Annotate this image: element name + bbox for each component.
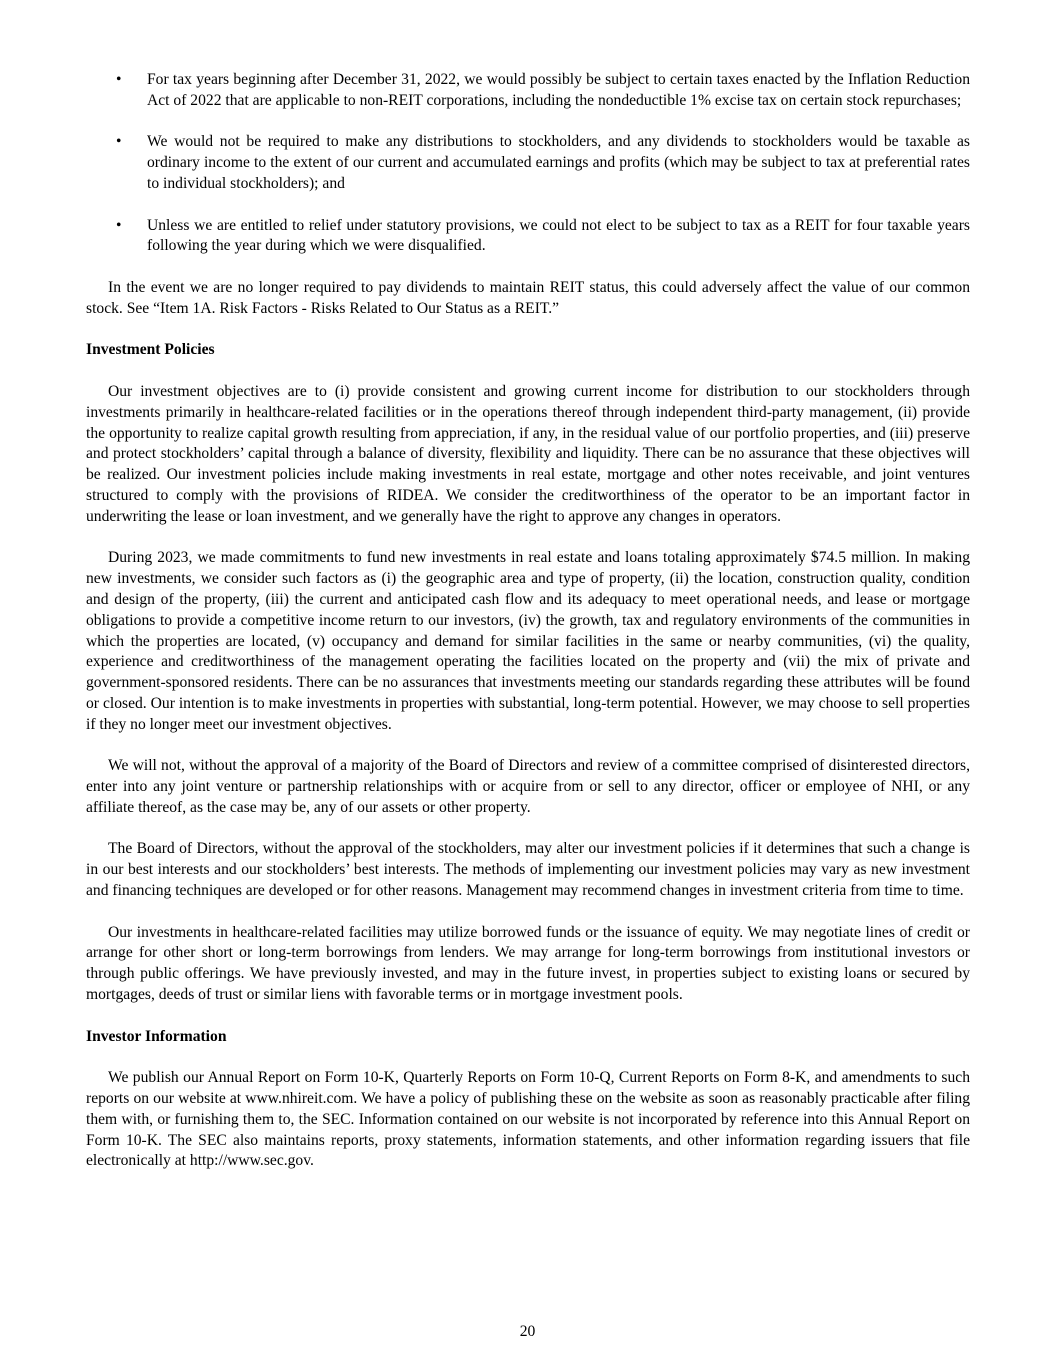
page-number: 20 [519, 1323, 536, 1340]
bullet-text: We would not be required to make any distributions to stockholders, and any dividends to stockholders would be taxable as ordinary income to the extent of our current and accumulated earnings and profits (which may be subject to tax at preferential rates to individual stockholders); and [147, 133, 970, 192]
bullet-text: For tax years beginning after December 31, 2022, we would possibly be subject to certain taxes enacted by the Inflation Reduction Act of 2022 that are applicable to non-REIT corporations, including the nondeductible 1% excise tax on certain stock repurchases; [147, 71, 970, 109]
section-heading-investor-information: Investor Information [86, 1027, 227, 1045]
paragraph: We publish our Annual Report on Form 10-K, Quarterly Reports on Form 10-Q, Current Reports on Form 8-K, and amendments to such reports on our website at www.nhireit.com. We have a policy of publishing these on the website as soon as reasonably practicable after filing them with, or furnishing them to, the SEC. Information contained on our website is not incorporated by reference into this Annual Report on Form 10-K. The SEC also maintains reports, proxy statements, information statements, and other information regarding issuers that file electronically at http://www.sec.gov. [86, 1069, 970, 1170]
bullet-item [86, 216, 970, 258]
bullet-item [86, 70, 970, 112]
section-heading-investment-policies: Investment Policies [86, 341, 215, 359]
paragraph: During 2023, we made commitments to fund new investments in real estate and loans totaling approximately $74.5 million. In making new investments, we consider such factors as (i) the geographic area and type of property, (ii) the location, construction quality, condition and design of the property, (iii) the current and anticipated cash flow and its adequacy to meet operational needs, and lease or mortgage obligations to provide a competitive income return to our investors, (iv) the growth, tax and regulatory environments of the communities in which the properties are located, (v) occupancy and demand for similar facilities in the same or nearby communities, (vi) the quality, experience and creditworthiness of the management operating the facilities located on the property and (vii) the mix of private and government-sponsored residents. There can be no assurances that investments meeting our standards regarding these attributes will be found or closed. Our intention is to make investments in properties with substantial, long-term potential. However, we may choose to sell properties if they no longer meet our investment objectives. [86, 549, 970, 733]
paragraph: Our investments in healthcare-related facilities may utilize borrowed funds or the issuance of equity. We may negotiate lines of credit or arrange for other short or long-term borrowings from lenders. We may arrange for long-term borrowings from institutional investors or through public offerings. We have previously invested, and may in the future invest, in properties subject to existing loans or secured by mortgages, deeds of trust or similar liens with favorable terms or in mortgage investment pools. [86, 923, 970, 1004]
document-page [86, 70, 970, 1193]
paragraph: The Board of Directors, without the approval of the stockholders, may alter our investment policies if it determines that such a change is in our best interests and our stockholders’ best interests. The methods of implementing our investment policies may vary as new investment and financing techniques are developed or for other reasons. Management may recommend changes in investment criteria from time to time. [86, 840, 970, 900]
bullet-text: Unless we are entitled to relief under statutory provisions, we could not elect to be subject to tax as a REIT for four taxable years following the year during which we were disqualified. [147, 216, 970, 255]
bullet-icon: • [116, 216, 122, 234]
paragraph: In the event we are no longer required to pay dividends to maintain REIT status, this could adversely affect the value of our common stock. See “Item 1A. Risk Factors - Risks Related to Our Status as a REIT.” [86, 278, 970, 317]
bullet-item [86, 132, 970, 194]
bullet-icon: • [116, 71, 122, 88]
bullet-icon: • [116, 133, 122, 151]
paragraph: Our investment objectives are to (i) provide consistent and growing current income for distribution to our stockholders through investments primarily in healthcare-related facilities or in the operations thereof through independent third-party management, (ii) provide the opportunity to realize capital growth resulting from appreciation, if any, in the residual value of our portfolio properties, and (iii) preserve and protect stockholders’ capital through a balance of diversity, flexibility and liquidity. There can be no assurance that these objectives will be realized. Our investment policies include making investments in real estate, mortgage and other notes receivable, and joint ventures structured to comply with the provisions of RIDEA. We consider the creditworthiness of the operator to be an important factor in underwriting the lease or loan investment, and we generally have the right to approve any changes in operators. [86, 382, 970, 525]
paragraph: We will not, without the approval of a majority of the Board of Directors and review of a committee comprised of disinterested directors, enter into any joint venture or partnership relationships with or acquire from or sell to any director, officer or employee of NHI, or any affiliate thereof, as the case may be, any of our assets or other property. [86, 757, 970, 816]
